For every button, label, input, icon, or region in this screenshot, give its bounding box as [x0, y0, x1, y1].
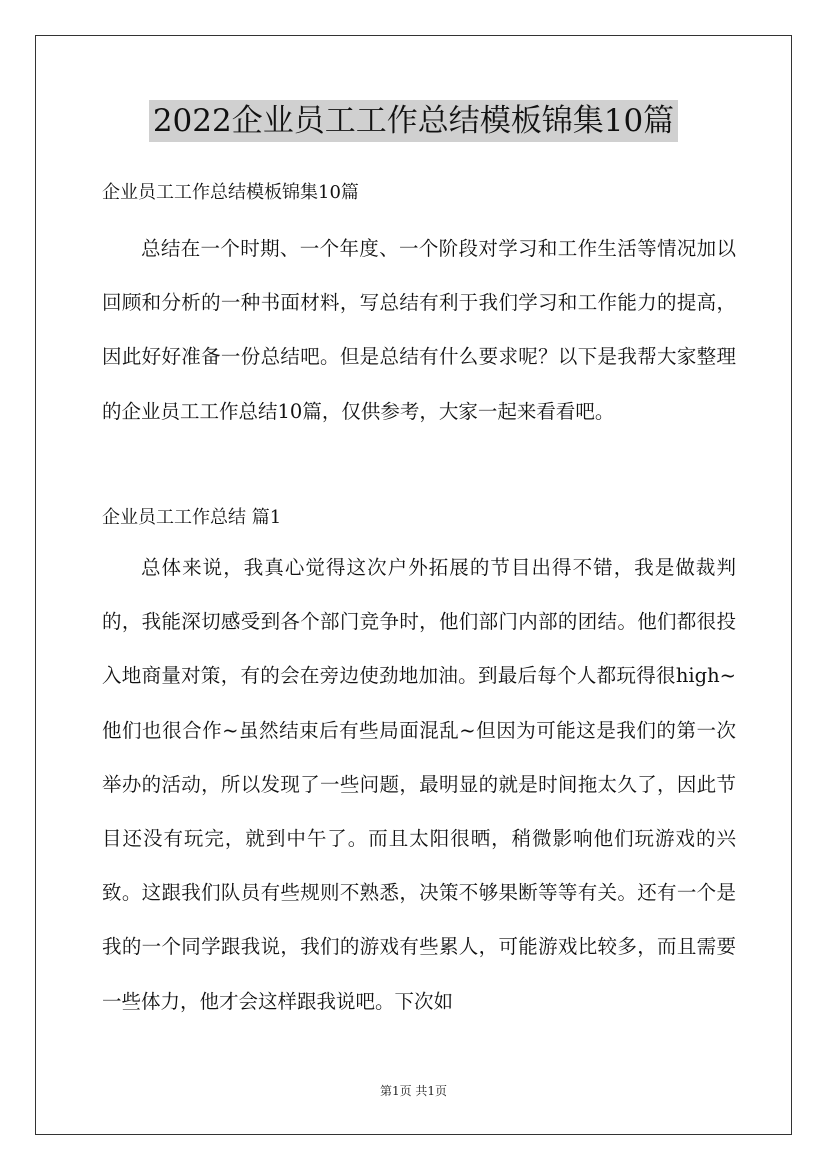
section-paragraph: 总体来说，我真心觉得这次户外拓展的节目出得不错，我是做裁判的，我能深切感受到各个部门竞争时，他们部门内部的团结。他们都很投入地商量对策，有的会在旁边使劲地加油。到最后每个人都玩得很high~他们也很合作~虽然结束后有些局面混乱~但因为可能这是我们的第一次举办的活动，所以发现了一些问题，最明显的就是时间拖太久了，因此节目还没有玩完，就到中午了。而且太阳很晒，稍微影响他们玩游戏的兴致。这跟我们队员有些规则不熟悉，决策不够果断等等有关。还有一个是我的一个同学跟我说，我们的游戏有些累人，可能游戏比较多，而且需要一些体力，他才会这样跟我说吧。下次如	[102, 556, 736, 1013]
section-heading: 企业员工工作总结 篇1	[102, 507, 282, 528]
document-subtitle: 企业员工工作总结模板锦集10篇	[102, 182, 359, 203]
page-footer: 第1页 共1页	[379, 1084, 448, 1098]
intro-paragraph: 总结在一个时期、一个年度、一个阶段对学习和工作生活等情况加以回顾和分析的一种书面材料，写总结有利于我们学习和工作能力的提高，因此好好准备一份总结吧。但是总结有什么要求呢？以下是我帮大家整理的企业员工工作总结10篇，仅供参考，大家一起来看看吧。	[102, 237, 736, 423]
document-title: 2022企业员工工作总结模板锦集10篇	[149, 100, 678, 142]
title-container	[0, 100, 827, 142]
